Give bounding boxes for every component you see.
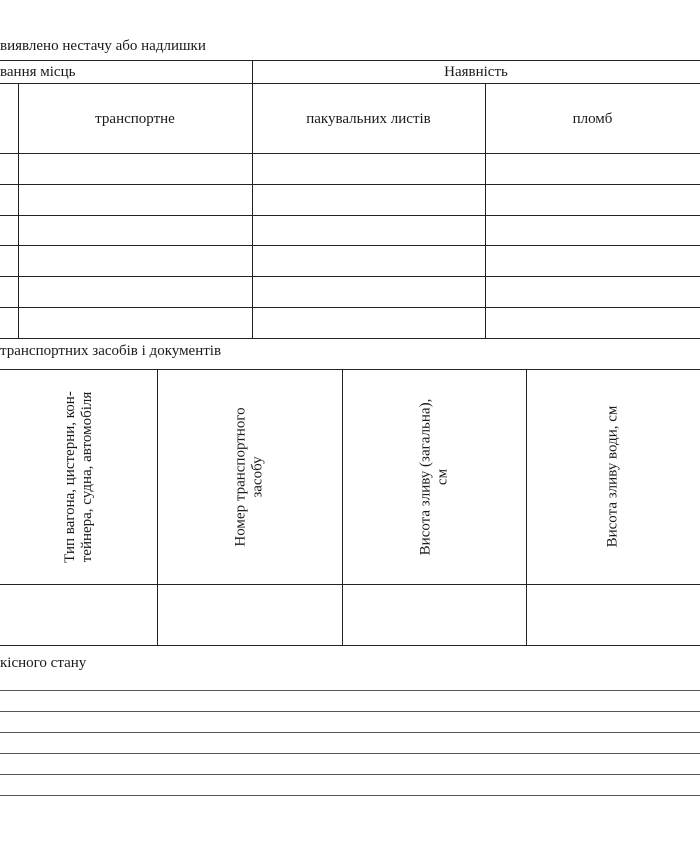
table1-row-line	[0, 276, 700, 277]
table1-bottom-border	[0, 338, 700, 339]
col-header-water-drain-height-line1: Висота зливу води, см	[604, 405, 621, 548]
table1-row-line	[0, 184, 700, 185]
col-header-drain-height-line2: см	[434, 468, 450, 485]
table1-subheader-divider	[0, 153, 700, 154]
header-places: вання місць	[0, 64, 76, 80]
col-header-vehicle-type-line1: Тип вагона, цистерни, кон-	[61, 390, 78, 563]
section2-heading: транспортних засобів і документів	[0, 343, 222, 359]
col-header-seals: пломб	[572, 111, 613, 127]
writing-line	[0, 753, 700, 754]
header-availability: Наявність	[444, 64, 508, 80]
table1-row-line	[0, 215, 700, 216]
table1-row-line	[0, 245, 700, 246]
col-header-vehicle-number-line2: засобу	[249, 455, 266, 498]
table2-header-divider	[0, 584, 700, 585]
table2-bottom-border	[0, 645, 700, 646]
col-header-vehicle-type	[0, 369, 157, 584]
writing-line	[0, 795, 700, 796]
col-header-drain-height-line1: Висота зливу (загальна),	[417, 398, 433, 555]
table1-col-divider	[252, 60, 253, 338]
table1-row-line	[0, 307, 700, 308]
section1-heading: виявлено нестачу або надлишки	[0, 38, 206, 54]
col-header-packing-lists: пакувальних листів	[306, 111, 431, 127]
writing-line	[0, 690, 700, 691]
section3-heading: кісного стану	[0, 655, 87, 671]
table1-top-border	[0, 60, 700, 61]
writing-line	[0, 711, 700, 712]
writing-line	[0, 732, 700, 733]
col-header-water-drain-height	[526, 369, 700, 584]
col-header-drain-height-total	[342, 369, 526, 584]
col-header-vehicle-number-line1: Номер транспортного	[232, 406, 249, 547]
writing-line	[0, 774, 700, 775]
col-header-vehicle-number	[157, 369, 342, 584]
table1-header-divider	[0, 83, 700, 84]
col-header-vehicle-type-line2: тейнера, судна, автомобіля	[78, 391, 95, 562]
col-header-transport: транспортне	[95, 111, 175, 127]
